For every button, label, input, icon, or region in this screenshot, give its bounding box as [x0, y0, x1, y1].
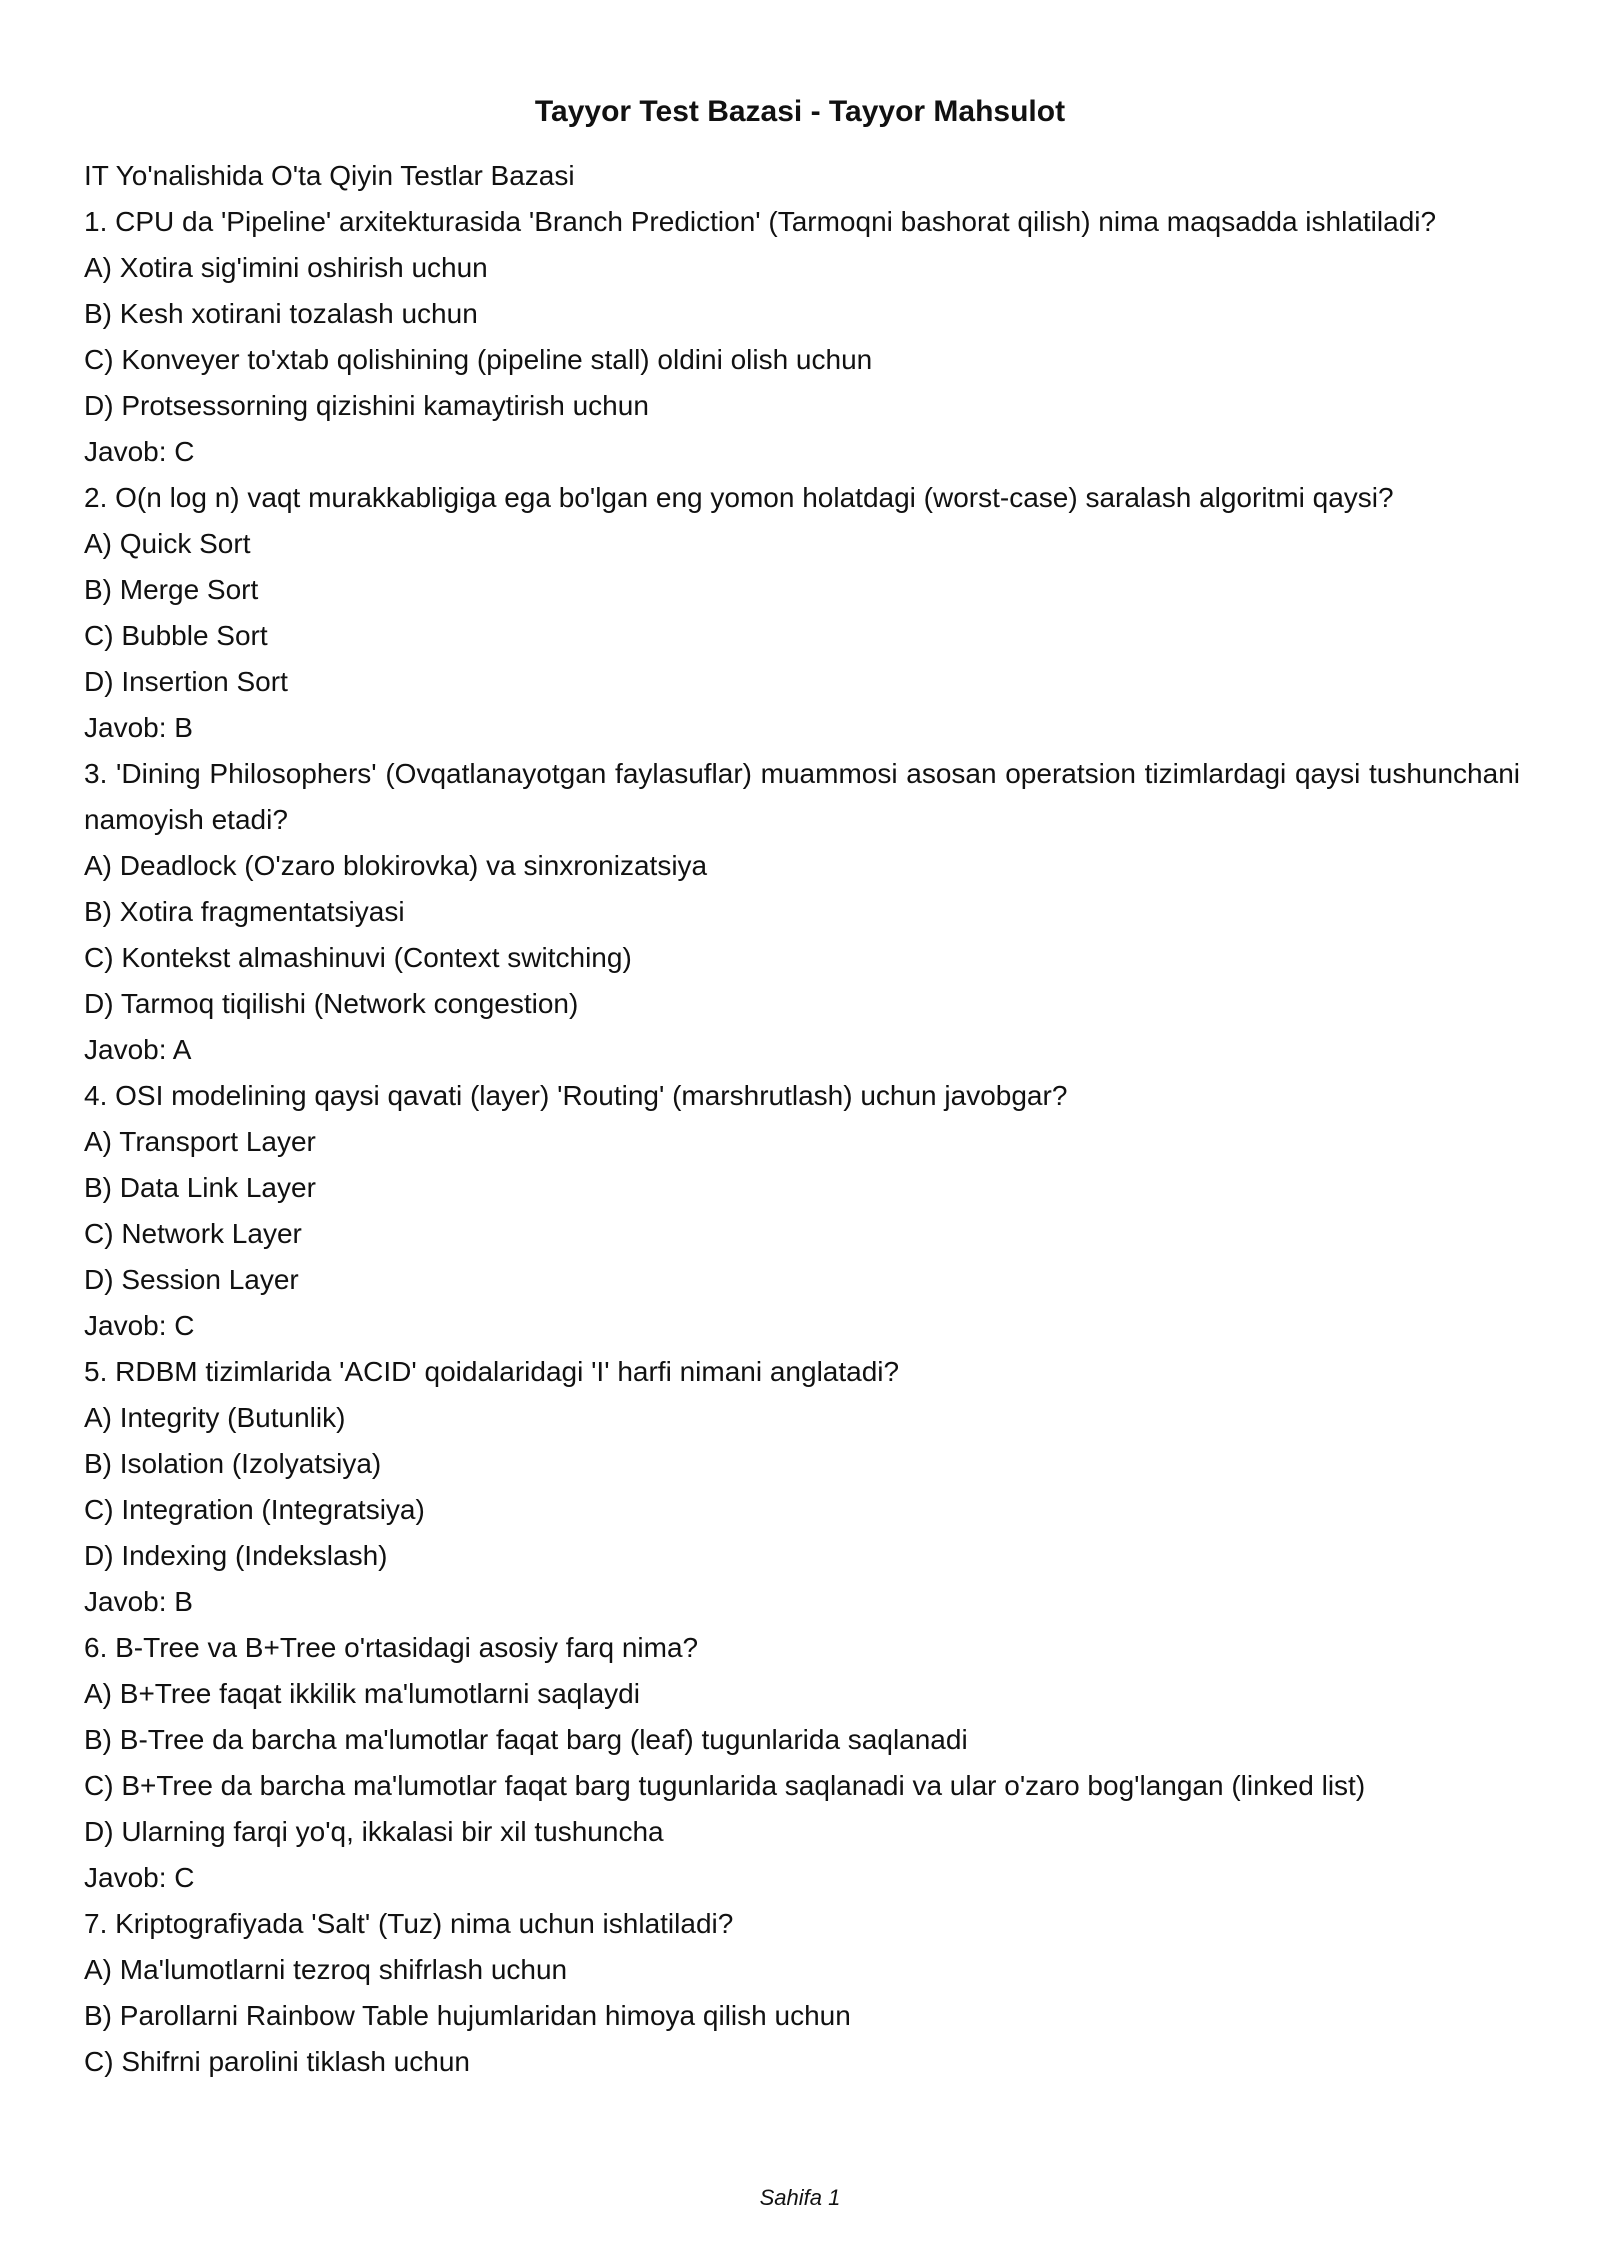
- answer-option: C) Kontekst almashinuvi (Context switching): [84, 942, 632, 973]
- answer-option: B) Parollarni Rainbow Table hujumlaridan himoya qilish uchun: [84, 2000, 851, 2031]
- answer-option: C) Integration (Integratsiya): [84, 1494, 425, 1525]
- answer-option: C) Bubble Sort: [84, 620, 268, 651]
- question-text: 6. B-Tree va B+Tree o'rtasidagi asosiy farq nima?: [84, 1632, 699, 1663]
- page-number-footer: Sahifa 1: [759, 2185, 841, 2210]
- answer-option: A) Integrity (Butunlik): [84, 1402, 346, 1433]
- question-text: 7. Kriptografiyada 'Salt' (Tuz) nima uchun ishlatiladi?: [84, 1908, 734, 1939]
- question-text: 4. OSI modelining qaysi qavati (layer) 'Routing' (marshrutlash) uchun javobgar?: [84, 1080, 1068, 1111]
- answer-option: C) Network Layer: [84, 1218, 302, 1249]
- correct-answer: Javob: C: [84, 1862, 195, 1893]
- correct-answer: Javob: C: [84, 1310, 195, 1341]
- answer-option: D) Protsessorning qizishini kamaytirish uchun: [84, 390, 649, 421]
- answer-option: C) Konveyer to'xtab qolishining (pipeline stall) oldini olish uchun: [84, 344, 873, 375]
- answer-option: C) Shifrni parolini tiklash uchun: [84, 2046, 470, 2077]
- correct-answer: Javob: C: [84, 436, 195, 467]
- answer-option: D) Ularning farqi yo'q, ikkalasi bir xil tushuncha: [84, 1816, 664, 1847]
- answer-option: A) Deadlock (O'zaro blokirovka) va sinxronizatsiya: [84, 850, 708, 881]
- answer-option: B) Isolation (Izolyatsiya): [84, 1448, 382, 1479]
- document-subtitle: IT Yo'nalishida O'ta Qiyin Testlar Bazasi: [84, 160, 575, 191]
- answer-option: B) Data Link Layer: [84, 1172, 316, 1203]
- question-text: 5. RDBM tizimlarida 'ACID' qoidalaridagi 'I' harfi nimani anglatadi?: [84, 1356, 900, 1387]
- answer-option: B) Xotira fragmentatsiyasi: [84, 896, 405, 927]
- answer-option: D) Indexing (Indekslash): [84, 1540, 388, 1571]
- document-content: [84, 153, 1520, 2085]
- answer-option: C) B+Tree da barcha ma'lumotlar faqat barg tugunlarida saqlanadi va ular o'zaro bog'langan (linked list): [84, 1770, 1366, 1801]
- correct-answer: Javob: B: [84, 712, 193, 743]
- question-text: 2. O(n log n) vaqt murakkabligiga ega bo'lgan eng yomon holatdagi (worst-case) saralash algoritmi qaysi?: [84, 482, 1394, 513]
- answer-option: A) Quick Sort: [84, 528, 251, 559]
- answer-option: D) Tarmoq tiqilishi (Network congestion): [84, 988, 579, 1019]
- answer-option: B) Kesh xotirani tozalash uchun: [84, 298, 478, 329]
- answer-option: A) B+Tree faqat ikkilik ma'lumotlarni saqlaydi: [84, 1678, 640, 1709]
- answer-option: A) Ma'lumotlarni tezroq shifrlash uchun: [84, 1954, 568, 1985]
- question-text: 3. 'Dining Philosophers' (Ovqatlanayotgan faylasuflar) muammosi asosan operatsion tizimlardagi qaysi tushunchani namoyish etadi?: [84, 758, 1520, 835]
- answer-option: D) Session Layer: [84, 1264, 299, 1295]
- document-title: Tayyor Test Bazasi - Tayyor Mahsulot: [534, 95, 1066, 128]
- answer-option: B) Merge Sort: [84, 574, 259, 605]
- answer-option: B) B-Tree da barcha ma'lumotlar faqat barg (leaf) tugunlarida saqlanadi: [84, 1724, 968, 1755]
- answer-option: A) Xotira sig'imini oshirish uchun: [84, 252, 488, 283]
- answer-option: D) Insertion Sort: [84, 666, 288, 697]
- answer-option: A) Transport Layer: [84, 1126, 316, 1157]
- correct-answer: Javob: B: [84, 1586, 193, 1617]
- correct-answer: Javob: A: [84, 1034, 192, 1065]
- question-text: 1. CPU da 'Pipeline' arxitekturasida 'Branch Prediction' (Tarmoqni bashorat qilish) nima maqsadda ishlatiladi?: [84, 206, 1437, 237]
